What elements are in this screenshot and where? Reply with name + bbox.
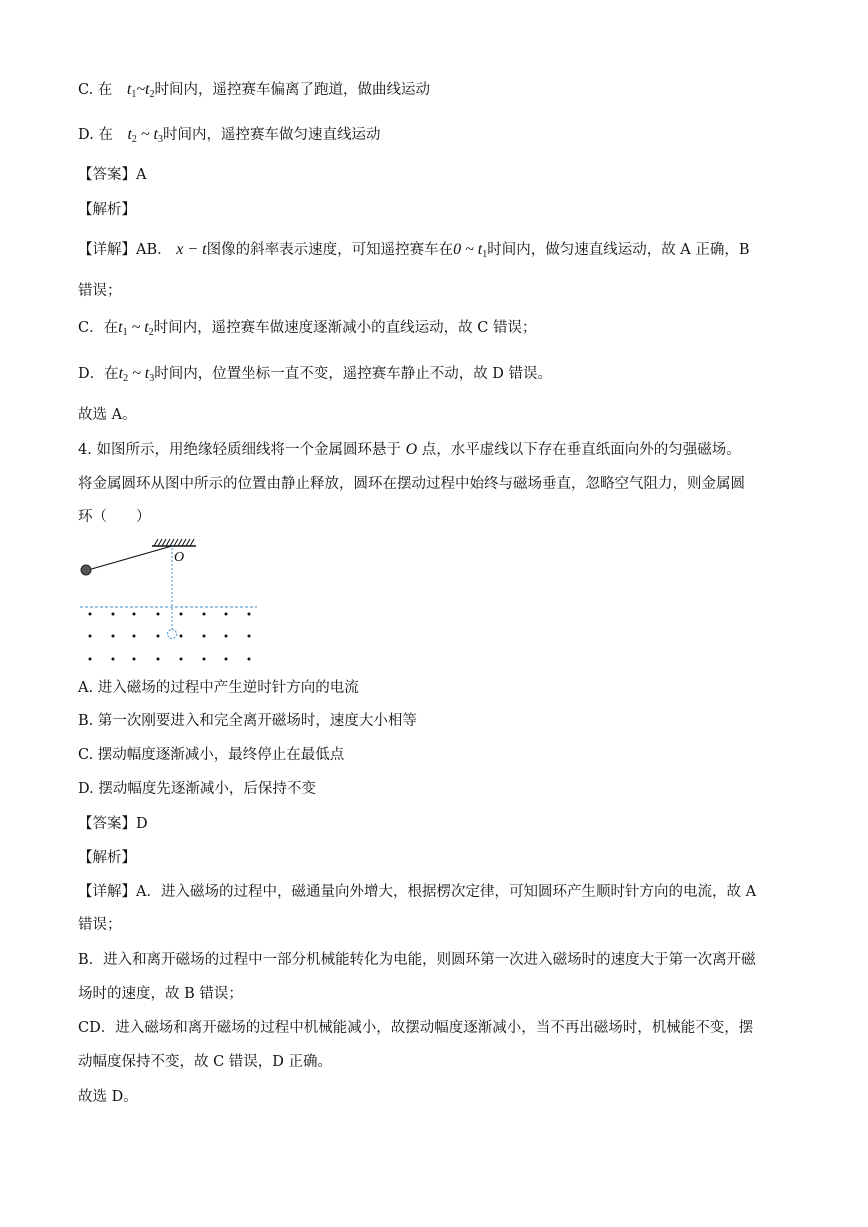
prev-detail-range: 0 ~ $t_1$ <box>453 241 488 260</box>
prev-detail-cont: 错误； <box>78 283 122 299</box>
prev-conclusion: 故选 A。 <box>78 407 137 423</box>
q4-explanation-1: 【详解】A．进入磁场的过程中，磁通量向外增大，根据楞次定律，可知圆环产生顺时针方向的电流，故 A <box>78 884 757 900</box>
prev-d-line <box>78 364 552 389</box>
option-d-text: 时间内，遥控赛车做匀速直线运动 <box>163 127 381 143</box>
prev-d-formula: $t_2$ ~ $t_3$ <box>118 365 155 384</box>
prev-c-formula: $t_1$ ~ $t_2$ <box>118 319 154 338</box>
q4-explanation-5: CD．进入磁场和离开磁场的过程中机械能减小，故摆动幅度逐渐减小，当不再出磁场时，机械能不变，摆 <box>78 1020 754 1036</box>
option-c-text: 时间内，遥控赛车偏离了跑道，做曲线运动 <box>154 82 430 98</box>
prev-c-line <box>78 318 536 343</box>
q4-explanation-3: B．进入和离开磁场的过程中一部分机械能转化为电能，则圆环第一次进入磁场时的速度大于第一次离开磁 <box>78 952 756 968</box>
q4-explanation-4: 场时的速度，故 B 错误； <box>78 986 243 1002</box>
prev-detail-mid: 图像的斜率表示速度，可知遥控赛车在 <box>206 242 454 258</box>
prev-analysis-heading: 【解析】 <box>78 202 136 218</box>
prev-detail-formula: x − t <box>176 241 207 258</box>
option-c-line <box>78 80 430 105</box>
prev-detail-tail: 时间内，做匀速直线运动，故 A 正确，B <box>487 242 750 258</box>
option-d-line <box>78 125 381 150</box>
metal-ring <box>81 565 91 575</box>
q4-explanation-2: 错误； <box>78 917 122 933</box>
q4-option-a: A. 进入磁场的过程中产生逆时针方向的电流 <box>78 680 359 696</box>
prev-answer: 【答案】A <box>78 167 147 183</box>
prev-d-label: D．在 <box>78 366 119 382</box>
q4-explanation-6: 动幅度保持不变，故 C 错误，D 正确。 <box>78 1054 333 1070</box>
q4-option-c: C. 摆动幅度逐渐减小，最终停止在最低点 <box>78 747 345 763</box>
q4-stem-o: O <box>405 441 418 458</box>
option-d-label: D. 在 <box>78 127 113 143</box>
q4-stem-line1 <box>78 440 741 460</box>
option-c-formula: $t_1\sim t_2$ <box>126 81 155 100</box>
q4-stem-b: 点，水平虚线以下存在垂直纸面向外的匀强磁场。 <box>421 442 741 458</box>
prev-detail-prefix: 【详解】AB． <box>78 242 172 258</box>
prev-c-text: 时间内，遥控赛车做速度逐渐减小的直线运动，故 C 错误； <box>153 320 537 336</box>
pendulum-figure <box>76 532 266 672</box>
prev-d-text: 时间内，位置坐标一直不变，遥控赛车静止不动，故 D 错误。 <box>154 366 553 382</box>
q4-stem-line2: 将金属圆环从图中所示的位置由静止释放，圆环在摆动过程中始终与磁场垂直，忽略空气阻力，则金属圆 <box>78 476 745 492</box>
ceiling-hatch <box>154 539 194 546</box>
q4-analysis-heading: 【解析】 <box>78 850 136 866</box>
prev-c-label: C．在 <box>78 320 119 336</box>
q4-option-b: B. 第一次刚要进入和完全离开磁场时，速度大小相等 <box>78 713 417 729</box>
prev-detail-line <box>78 240 750 265</box>
option-c-label: C. 在 <box>78 82 113 98</box>
q4-option-d: D. 摆动幅度先逐渐减小，后保持不变 <box>78 781 316 797</box>
thread <box>88 546 172 570</box>
option-d-formula: $t_2$ ~ $t_3$ <box>127 126 163 145</box>
magnetic-field-dots <box>89 613 251 661</box>
ring-lowest-position <box>168 630 177 639</box>
q4-answer: 【答案】D <box>78 816 148 832</box>
q4-stem-line3: 环（ ） <box>78 509 151 525</box>
q4-stem-a: 4. 如图所示，用绝缘轻质细线将一个金属圆环悬于 <box>78 442 401 458</box>
point-o-label: O <box>174 550 185 565</box>
q4-conclusion: 故选 D。 <box>78 1089 138 1105</box>
